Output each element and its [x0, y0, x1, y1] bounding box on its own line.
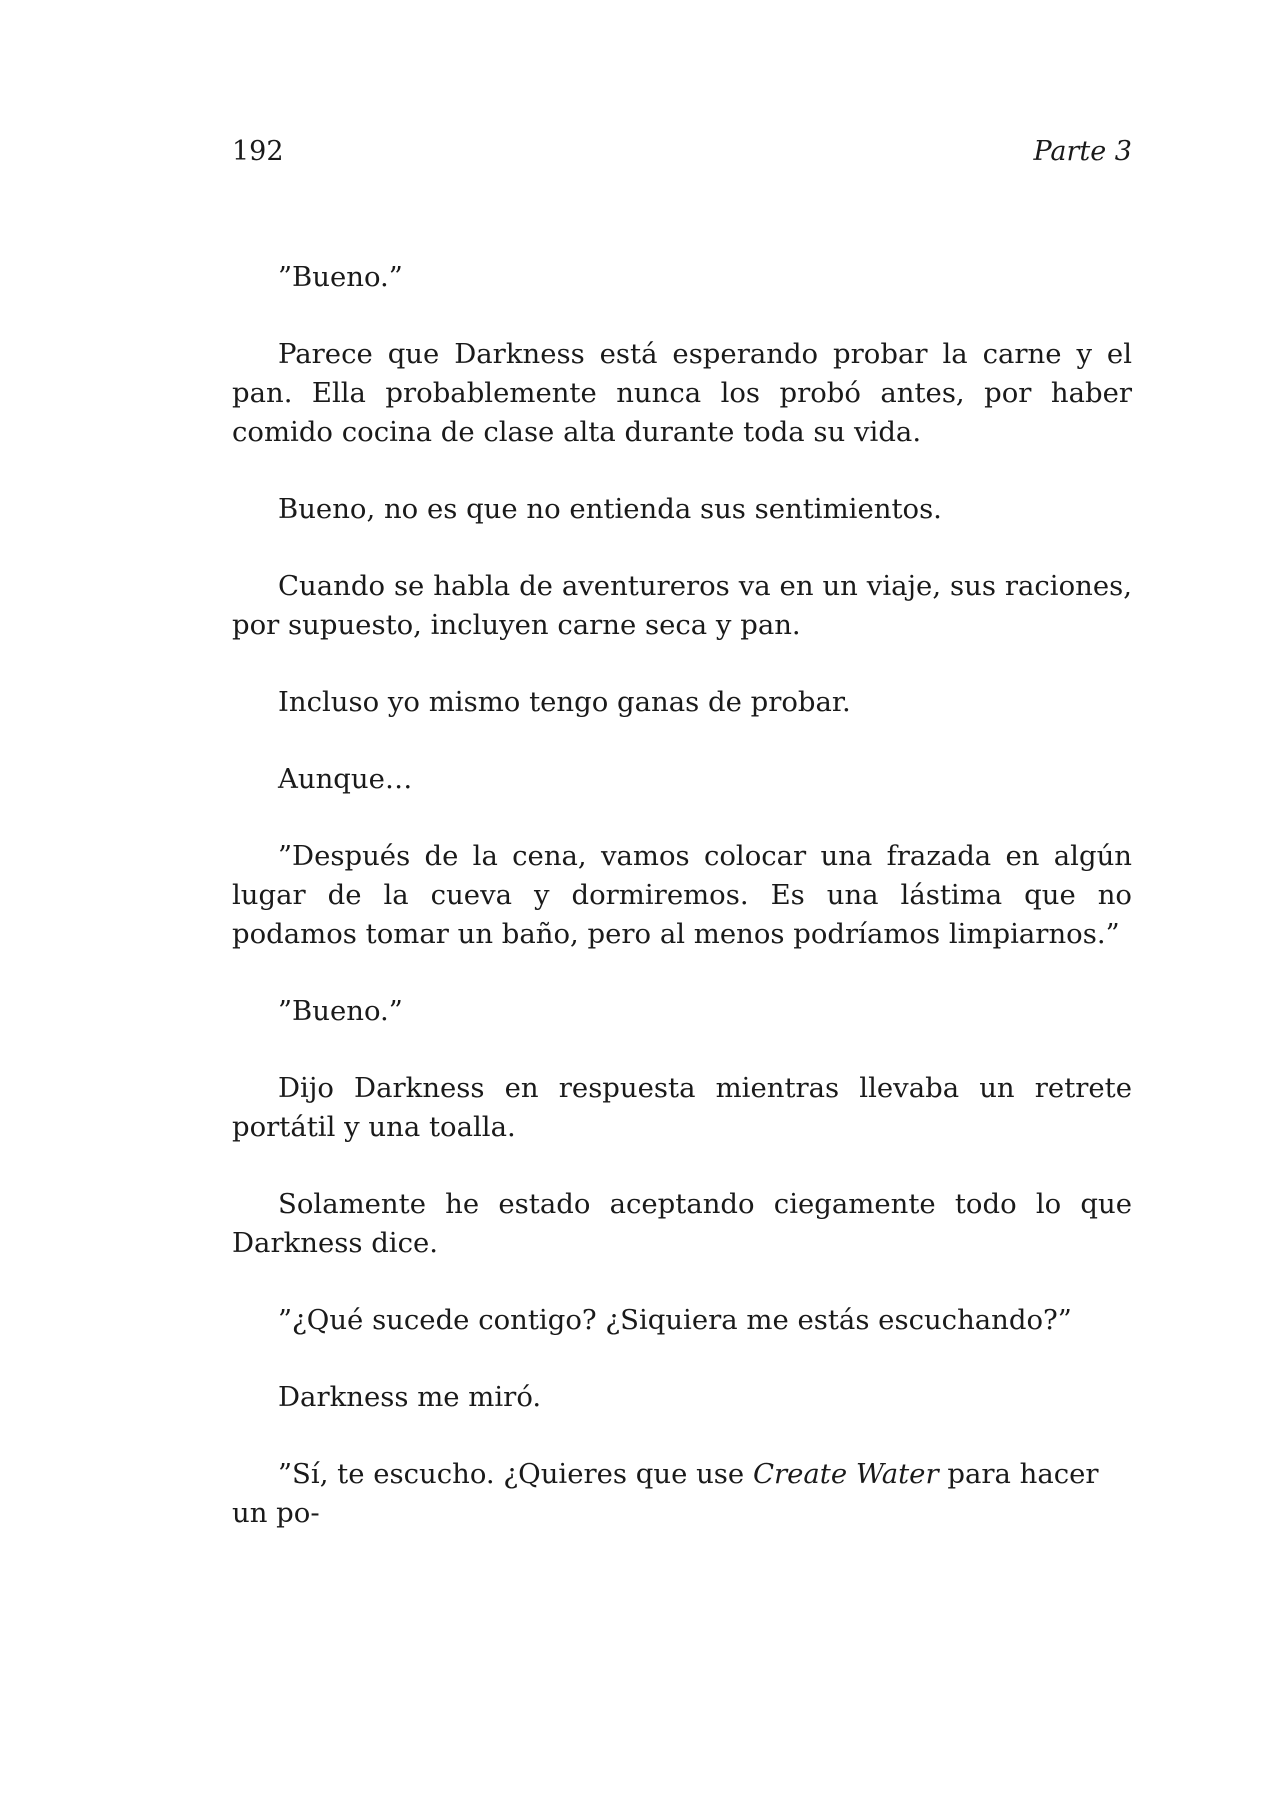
page-number: 192	[232, 136, 284, 167]
paragraph: Solamente he estado aceptando ciegamente todo lo que Darkness dice.	[232, 1188, 1132, 1259]
paragraph: ”¿Qué sucede contigo? ¿Siquiera me estás escuchando?”	[278, 1304, 1072, 1336]
paragraph: Dijo Darkness en respuesta mientras llevaba un retrete portátil y una toalla.	[232, 1072, 1132, 1143]
paragraph: ”Después de la cena, vamos colocar una frazada en algún lugar de la cueva y dormiremos. Es una lástima que no podamos tomar un baño, pero al menos podríamos limpiarnos.”	[232, 840, 1132, 950]
text-run: ”Sí, te escucho. ¿Quieres que use	[278, 1458, 753, 1490]
paragraph: ”Bueno.”	[278, 261, 403, 293]
paragraph: Parece que Darkness está esperando probar la carne y el pan. Ella probablemente nunca los probó antes, por haber comido cocina de clase alta durante toda su vida.	[232, 338, 1132, 448]
italic-spell-name: Create Water	[752, 1458, 939, 1490]
text-run: para hacer un po-	[232, 1458, 1099, 1529]
paragraph: Aunque…	[278, 763, 413, 795]
paragraph: Bueno, no es que no entienda sus sentimientos.	[278, 493, 942, 525]
page-header	[232, 132, 1132, 172]
paragraph: Cuando se habla de aventureros va en un viaje, sus raciones, por supuesto, incluyen carne seca y pan.	[232, 570, 1132, 641]
paragraph: ”Bueno.”	[278, 995, 403, 1027]
paragraph: Darkness me miró.	[278, 1381, 542, 1413]
paragraph-last	[232, 1455, 1132, 1533]
running-head: Parte 3	[1033, 136, 1132, 167]
paragraph: Incluso yo mismo tengo ganas de probar.	[278, 686, 851, 718]
body-text	[232, 258, 1132, 1571]
